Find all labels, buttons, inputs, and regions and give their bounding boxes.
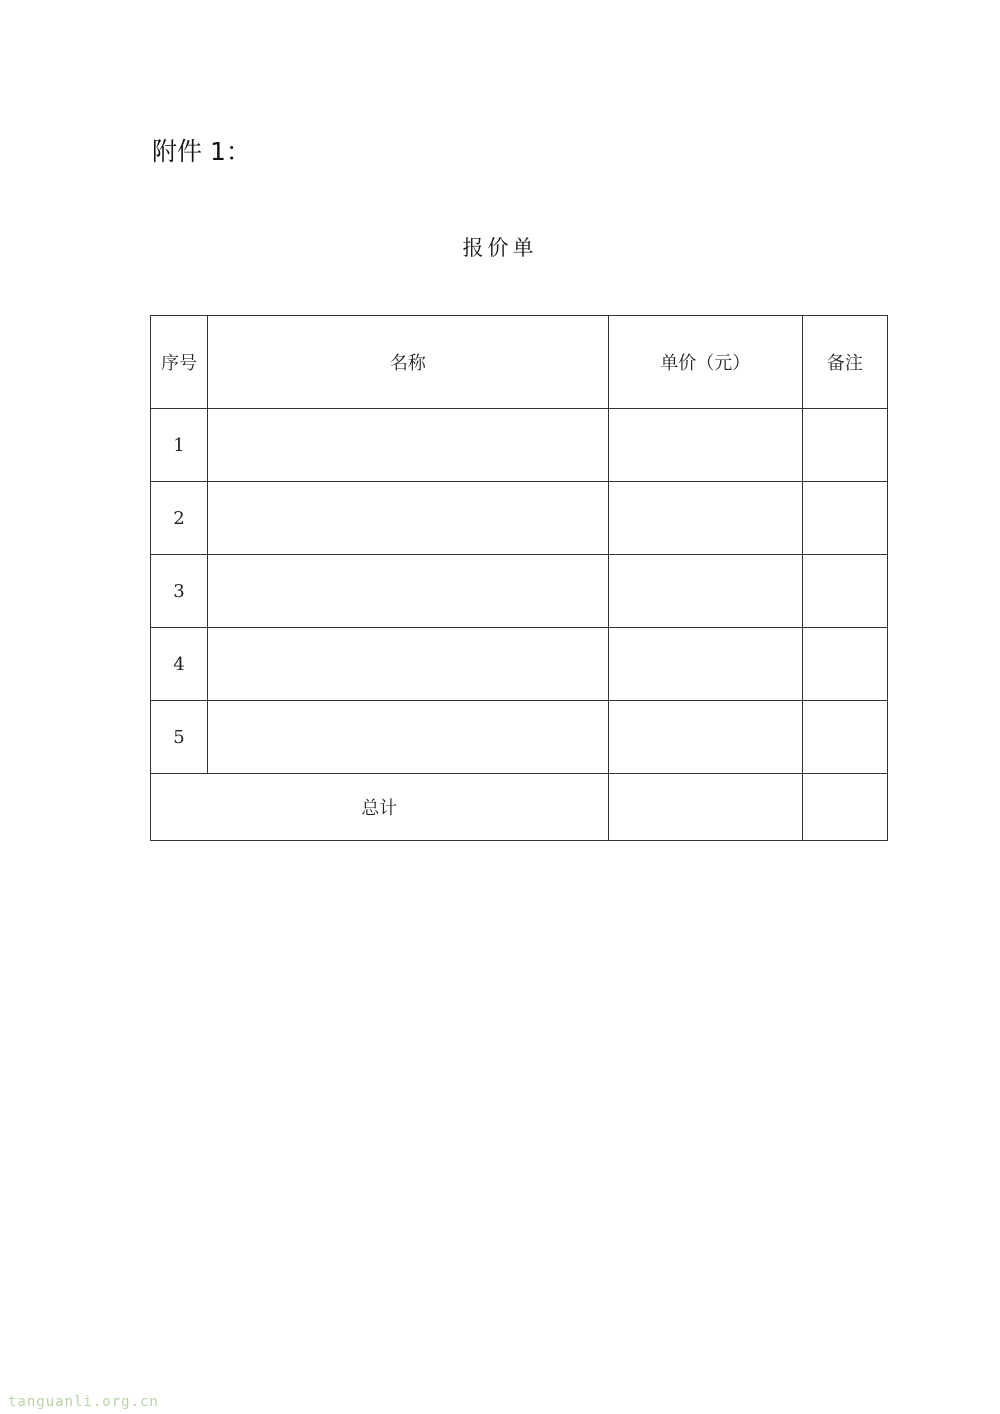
table-header-row: [151, 316, 888, 409]
table-row: [151, 555, 888, 628]
total-row: [151, 774, 888, 841]
header-remarks: 备注: [802, 316, 887, 409]
total-remarks-cell[interactable]: [802, 774, 887, 841]
row-unit-price-cell[interactable]: [608, 701, 802, 774]
row-unit-price-cell[interactable]: [608, 409, 802, 482]
total-label: 总计: [151, 774, 609, 841]
table-row: [151, 701, 888, 774]
row-name-cell[interactable]: [208, 555, 609, 628]
table-row: [151, 628, 888, 701]
row-number: 2: [151, 482, 208, 555]
row-unit-price-cell[interactable]: [608, 628, 802, 701]
row-remarks-cell[interactable]: [802, 628, 887, 701]
table-row: [151, 409, 888, 482]
site-watermark: tanguanli.org.cn: [8, 1394, 159, 1410]
row-remarks-cell[interactable]: [802, 701, 887, 774]
header-name: 名称: [208, 316, 609, 409]
row-name-cell[interactable]: [208, 482, 609, 555]
row-name-cell[interactable]: [208, 409, 609, 482]
row-number: 4: [151, 628, 208, 701]
row-remarks-cell[interactable]: [802, 482, 887, 555]
table-row: [151, 482, 888, 555]
row-name-cell[interactable]: [208, 701, 609, 774]
row-unit-price-cell[interactable]: [608, 555, 802, 628]
document-title: 报价单: [462, 236, 538, 260]
quotation-table: [150, 315, 888, 841]
header-unit-price: 单价（元）: [608, 316, 802, 409]
row-number: 3: [151, 555, 208, 628]
row-remarks-cell[interactable]: [802, 409, 887, 482]
attachment-label: 附件 1：: [152, 137, 251, 166]
row-remarks-cell[interactable]: [802, 555, 887, 628]
row-number: 5: [151, 701, 208, 774]
total-unit-price-cell[interactable]: [608, 774, 802, 841]
row-name-cell[interactable]: [208, 628, 609, 701]
header-number: 序号: [151, 316, 208, 409]
row-unit-price-cell[interactable]: [608, 482, 802, 555]
row-number: 1: [151, 409, 208, 482]
